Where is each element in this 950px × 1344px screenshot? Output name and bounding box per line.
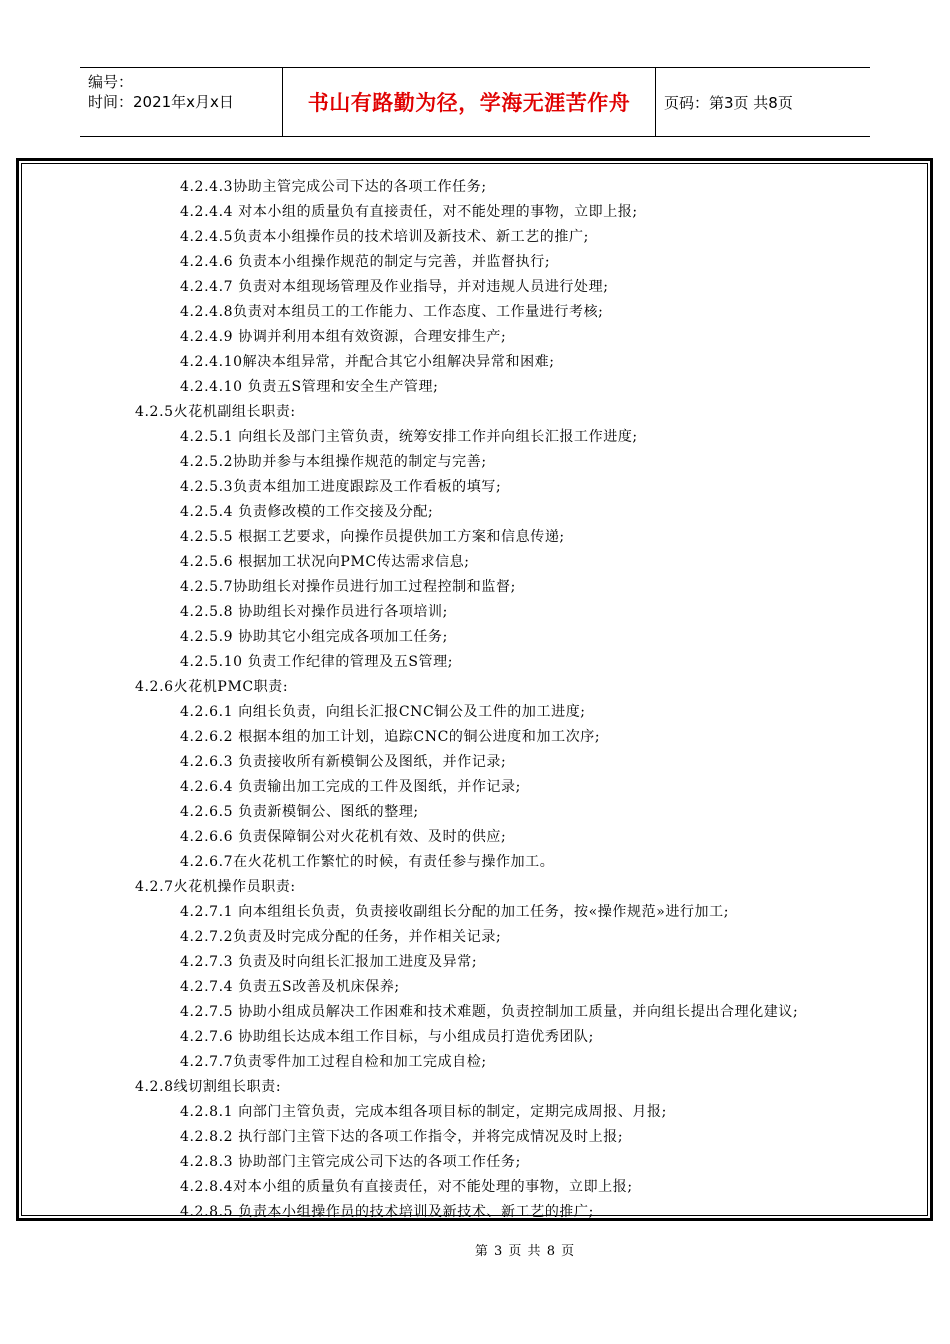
duty-item: 4.2.6.3 负责接收所有新模铜公及图纸，并作记录; xyxy=(180,754,507,770)
duty-item: 4.2.7.2负责及时完成分配的任务，并作相关记录; xyxy=(180,929,502,945)
duty-item: 4.2.4.8负责对本组员工的工作能力、工作态度、工作量进行考核; xyxy=(180,304,604,320)
duty-item: 4.2.6.1 向组长负责，向组长汇报CNC铜公及工件的加工进度; xyxy=(180,704,586,720)
duty-item: 4.2.7.5 协助小组成员解决工作困难和技术难题，负责控制加工质量，并向组长提出合理化建议; xyxy=(180,1004,799,1020)
duty-item: 4.2.5.3负责本组加工进度跟踪及工作看板的填写; xyxy=(180,479,502,495)
duty-item: 4.2.6.5 负责新模铜公、图纸的整理; xyxy=(180,804,419,820)
content-frame-inner xyxy=(21,163,928,1220)
duty-item: 4.2.8.1 向部门主管负责，完成本组各项目标的制定，定期完成周报、月报; xyxy=(180,1104,667,1120)
duty-item: 4.2.7.6 协助组长达成本组工作目标，与小组成员打造优秀团队; xyxy=(180,1029,594,1045)
duty-list xyxy=(22,175,927,1225)
header-page-code: 页码：第3页 共8页 xyxy=(664,93,793,112)
section-heading: 4.2.8线切割组长职责: xyxy=(135,1079,282,1095)
content-frame xyxy=(16,158,933,1221)
duty-item: 4.2.4.10解决本组异常，并配合其它小组解决异常和困难; xyxy=(180,354,555,370)
duty-item: 4.2.7.4 负责五S改善及机床保养; xyxy=(180,979,400,995)
duty-item: 4.2.5.7协助组长对操作员进行加工过程控制和监督; xyxy=(180,579,516,595)
page-footer: 第 3 页 共 8 页 xyxy=(474,1244,576,1259)
document-header xyxy=(80,67,870,137)
duty-item: 4.2.4.3协助主管完成公司下达的各项工作任务; xyxy=(180,179,487,195)
duty-item: 4.2.5.5 根据工艺要求，向操作员提供加工方案和信息传递; xyxy=(180,529,565,545)
duty-item: 4.2.5.6 根据加工状况向PMC传达需求信息; xyxy=(180,554,470,570)
duty-item: 4.2.8.2 执行部门主管下达的各项工作指令，并将完成情况及时上报; xyxy=(180,1129,624,1145)
duty-item: 4.2.5.4 负责修改模的工作交接及分配; xyxy=(180,504,434,520)
duty-item: 4.2.6.7在火花机工作繁忙的时候，有责任参与操作加工。 xyxy=(180,854,555,870)
duty-item: 4.2.4.4 对本小组的质量负有直接责任，对不能处理的事物，立即上报; xyxy=(180,204,638,220)
duty-item: 4.2.4.9 协调并利用本组有效资源，合理安排生产; xyxy=(180,329,507,345)
section-heading: 4.2.7火花机操作员职责: xyxy=(135,879,296,895)
duty-item: 4.2.7.3 负责及时向组长汇报加工进度及异常; xyxy=(180,954,478,970)
duty-item: 4.2.5.10 负责工作纪律的管理及五S管理; xyxy=(180,654,454,670)
document-date: 时间：2021年x月x日 xyxy=(88,93,234,111)
duty-item: 4.2.5.1 向组长及部门主管负责，统筹安排工作并向组长汇报工作进度; xyxy=(180,429,638,445)
duty-item: 4.2.8.4对本小组的质量负有直接责任，对不能处理的事物，立即上报; xyxy=(180,1179,633,1195)
document-number-label: 编号： xyxy=(88,73,134,91)
header-motto: 书山有路勤为径，学海无涯苦作舟 xyxy=(283,68,656,136)
duty-item: 4.2.8.3 协助部门主管完成公司下达的各项工作任务; xyxy=(180,1154,521,1170)
section-heading: 4.2.5火花机副组长职责: xyxy=(135,404,296,420)
header-meta-cell xyxy=(80,68,283,136)
duty-item: 4.2.5.2协助并参与本组操作规范的制定与完善; xyxy=(180,454,487,470)
duty-item: 4.2.7.7负责零件加工过程自检和加工完成自检; xyxy=(180,1054,487,1070)
duty-item: 4.2.4.6 负责本小组操作规范的制定与完善，并监督执行; xyxy=(180,254,551,270)
duty-item: 4.2.4.7 负责对本组现场管理及作业指导，并对违规人员进行处理; xyxy=(180,279,609,295)
duty-item: 4.2.5.8 协助组长对操作员进行各项培训; xyxy=(180,604,448,620)
duty-item: 4.2.4.5负责本小组操作员的技术培训及新技术、新工艺的推广; xyxy=(180,229,589,245)
duty-item: 4.2.7.1 向本组组长负责，负责接收副组长分配的加工任务，按«操作规范»进行加工; xyxy=(180,904,730,920)
duty-item: 4.2.6.6 负责保障铜公对火花机有效、及时的供应; xyxy=(180,829,507,845)
duty-item: 4.2.6.2 根据本组的加工计划，追踪CNC的铜公进度和加工次序; xyxy=(180,729,601,745)
duty-item: 4.2.6.4 负责输出加工完成的工件及图纸，并作记录; xyxy=(180,779,521,795)
duty-item: 4.2.4.10 负责五S管理和安全生产管理; xyxy=(180,379,439,395)
duty-item: 4.2.5.9 协助其它小组完成各项加工任务; xyxy=(180,629,448,645)
section-heading: 4.2.6火花机PMC职责: xyxy=(135,679,289,695)
duty-item: 4.2.8.5 负责本小组操作员的技术培训及新技术、新工艺的推广; xyxy=(180,1204,594,1220)
